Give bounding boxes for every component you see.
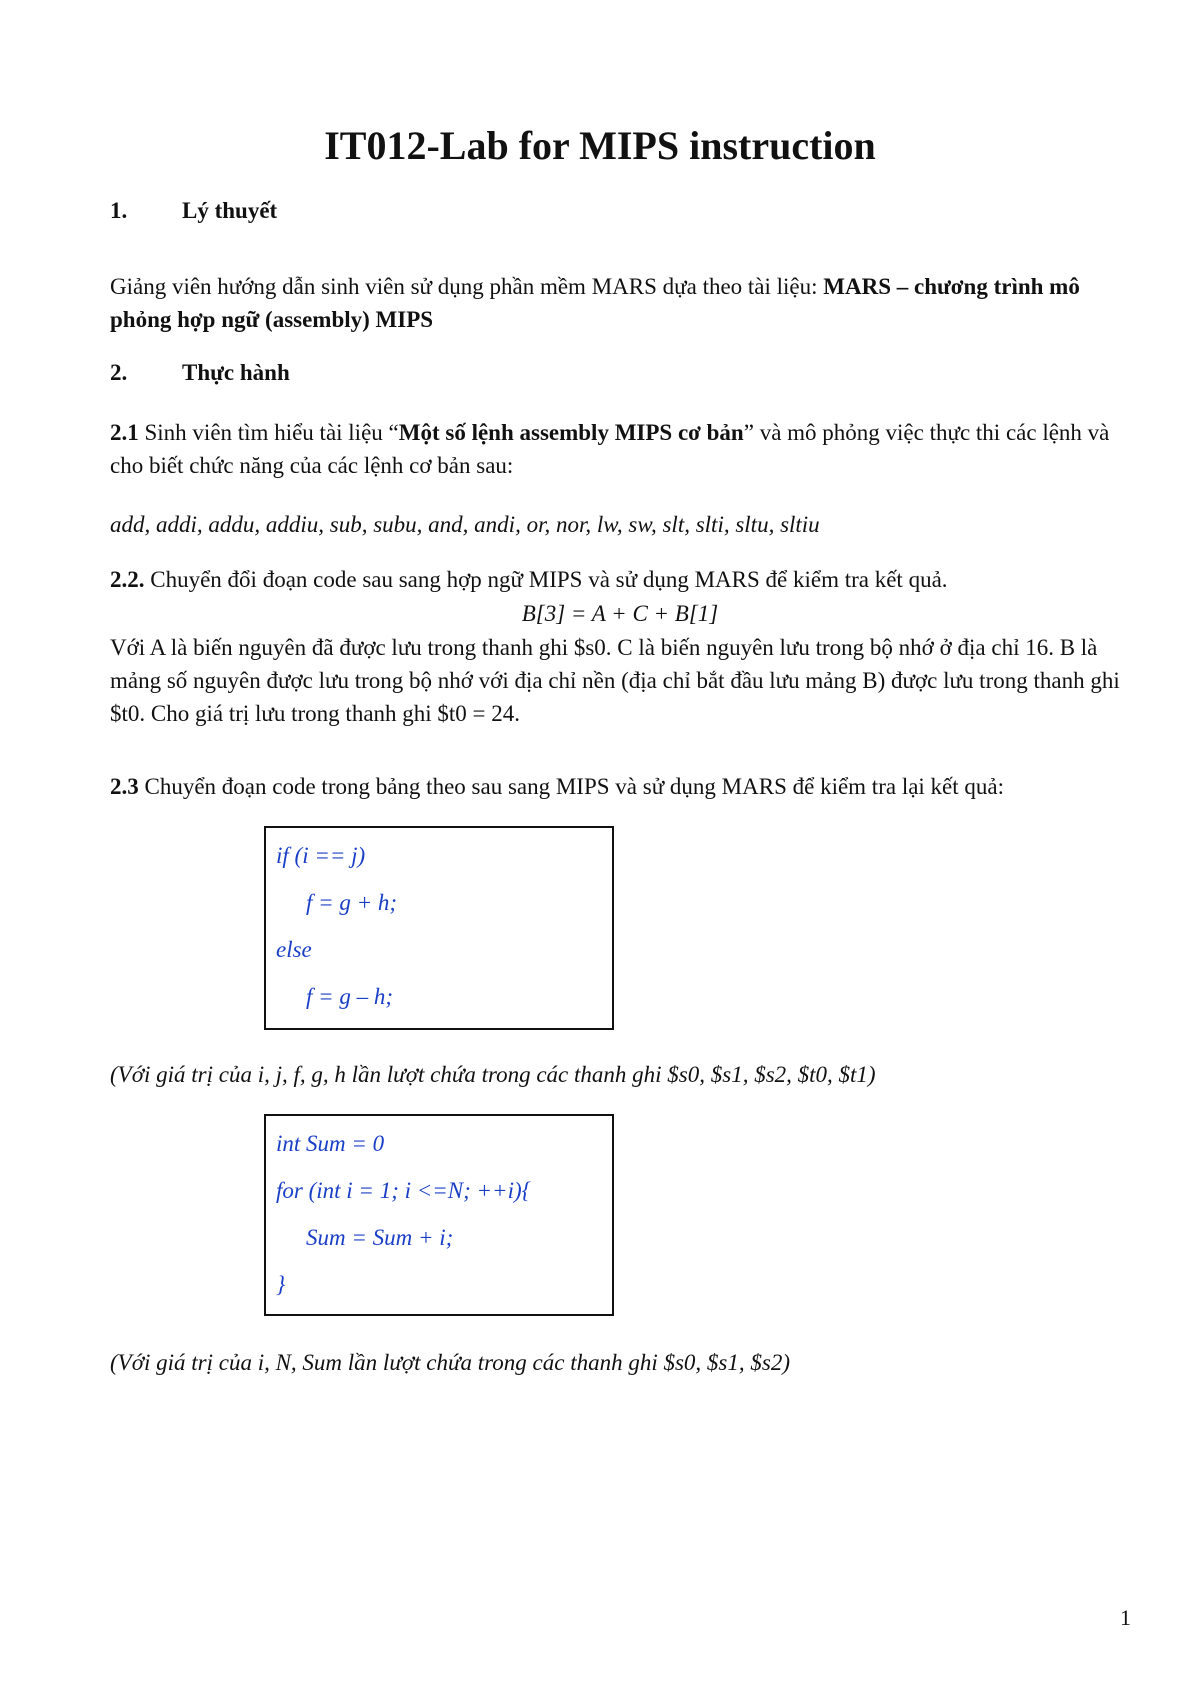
section-1-heading xyxy=(110,198,277,224)
section-1-text: Giảng viên hướng dẫn sinh viên sử dụng phần mềm MARS dựa theo tài liệu: xyxy=(110,274,824,299)
code-line: f = g – h; xyxy=(306,984,394,1009)
code-box-if-else xyxy=(264,826,614,1030)
mips-doc-reference: Một số lệnh assembly MIPS cơ bản xyxy=(398,420,744,445)
task-2-2-description: Với A là biến nguyên đã được lưu trong thanh ghi $s0. C là biến nguyên lưu trong bộ nhớ ở địa chỉ 16. B là mảng số nguyên được lưu trong bộ nhớ với địa chỉ nền (địa chỉ bắt đầu lưu mảng B) được lưu trong thanh ghi $t0. Cho giá trị lưu trong thanh ghi $t0 = 24. xyxy=(110,635,1120,726)
page-title: IT012-Lab for MIPS instruction xyxy=(324,123,876,168)
code-line: } xyxy=(276,1272,286,1297)
note-if-else-registers: (Với giá trị của i, j, f, g, h lần lượt chứa trong các thanh ghi $s0, $s1, $s2, $t0, $t1) xyxy=(110,1062,876,1087)
task-2-1-label: 2.1 xyxy=(110,420,139,445)
task-2-1-text-a: Sinh viên tìm hiểu tài liệu “ xyxy=(138,420,399,445)
code-line: else xyxy=(276,937,312,962)
code-box-for-loop xyxy=(264,1114,614,1316)
code-line: for (int i = 1; i <=N; ++i){ xyxy=(276,1178,531,1203)
note-for-loop-registers: (Với giá trị của i, N, Sum lần lượt chứa trong các thanh ghi $s0, $s1, $s2) xyxy=(110,1350,790,1375)
page-number: 1 xyxy=(1120,1605,1131,1630)
code-line: if (i == j) xyxy=(276,843,366,868)
section-2-number: 2. xyxy=(110,360,128,385)
task-2-1-text-b: ” và mô phỏng việc thực thi các lệnh và cho biết chức năng của các lệnh cơ bản sau: xyxy=(110,420,1110,478)
task-2-1-paragraph xyxy=(110,416,1130,482)
task-2-3-text: Chuyển đoạn code trong bảng theo sau sang MIPS và sử dụng MARS để kiểm tra lại kết quả: xyxy=(138,774,1005,799)
section-2-heading xyxy=(110,360,290,386)
task-2-2-label: 2.2. xyxy=(110,567,145,592)
section-2-title: Thực hành xyxy=(182,360,290,385)
task-2-2-text: Chuyển đổi đoạn code sau sang hợp ngữ MIPS và sử dụng MARS để kiểm tra kết quả. xyxy=(144,567,948,592)
mars-reference: MARS – chương trình mô phỏng hợp ngữ (assembly) MIPS xyxy=(110,274,1080,332)
formula: B[3] = A + C + B[1] xyxy=(521,601,719,626)
section-1-paragraph xyxy=(110,270,1130,336)
code-line: int Sum = 0 xyxy=(276,1131,385,1156)
section-1-title: Lý thuyết xyxy=(182,198,278,223)
section-1-number: 1. xyxy=(110,198,128,223)
instruction-list: add, addi, addu, addiu, sub, subu, and, andi, or, nor, lw, sw, slt, slti, sltu, sltiu xyxy=(110,512,820,537)
task-2-3-paragraph xyxy=(110,770,1130,803)
task-2-2-paragraph xyxy=(110,563,1130,596)
code-line: f = g + h; xyxy=(306,890,398,915)
code-line: Sum = Sum + i; xyxy=(306,1225,454,1250)
task-2-3-label: 2.3 xyxy=(110,774,139,799)
